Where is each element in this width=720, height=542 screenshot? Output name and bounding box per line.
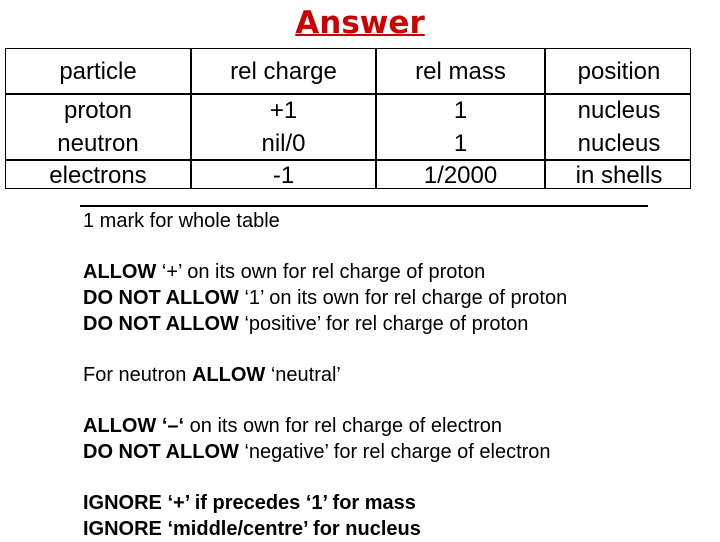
particle-table [5,48,691,189]
cell-proton-position: nucleus [577,97,661,124]
cell-neutron-charge: nil/0 [261,130,306,157]
note-text: ‘neutral’ [265,364,341,386]
note-line [83,362,567,388]
cell-neutron-particle: neutron [57,130,139,157]
note-keyword: ALLOW [83,261,157,283]
note-keyword: ALLOW [191,364,266,386]
page-title [0,2,720,44]
header-particle: particle [59,58,137,85]
cell-proton-particle: proton [63,97,133,124]
note-line [83,208,567,234]
note-text: ‘positive’ for rel charge of proton [238,313,529,335]
header-position: position [577,58,661,85]
note-keyword: ALLOW ‘–‘ [83,415,185,437]
cell-neutron-position: nucleus [577,130,661,157]
title-text: Answer [295,5,425,41]
note-text: 1 mark for whole table [83,210,280,232]
note-keyword: IGNORE ‘middle/centre’ for nucleus [83,518,421,540]
cell-electron-mass: 1/2000 [423,162,498,189]
header-rel-mass: rel mass [415,58,506,85]
note-keyword: IGNORE ‘+’ if precedes ‘1’ for mass [83,492,416,514]
note-keyword: DO NOT ALLOW [83,313,239,335]
cell-electron-particle: electrons [49,162,147,189]
note-text: ‘+’ on its own for rel charge of proton [156,261,486,283]
note-line [83,413,567,439]
note-keyword: DO NOT ALLOW [83,441,239,463]
note-keyword: DO NOT ALLOW [83,287,239,309]
note-line [83,516,567,542]
cell-proton-charge: +1 [269,97,298,124]
note-line [83,259,567,285]
note-text: ‘negative’ for rel charge of electron [238,441,551,463]
cell-electron-position: in shells [575,162,663,189]
cell-electron-charge: -1 [272,162,295,189]
note-line [83,285,567,311]
cell-neutron-mass: 1 [453,130,468,157]
marking-notes [83,208,567,542]
note-line [83,439,567,465]
note-text: ‘1’ on its own for rel charge of proton [238,287,568,309]
separator-rule [80,205,648,207]
note-text: on its own for rel charge of electron [184,415,503,437]
header-rel-charge: rel charge [230,58,337,85]
note-line [83,311,567,337]
note-line [83,490,567,516]
cell-proton-mass: 1 [453,97,468,124]
note-text: For neutron [83,364,192,386]
